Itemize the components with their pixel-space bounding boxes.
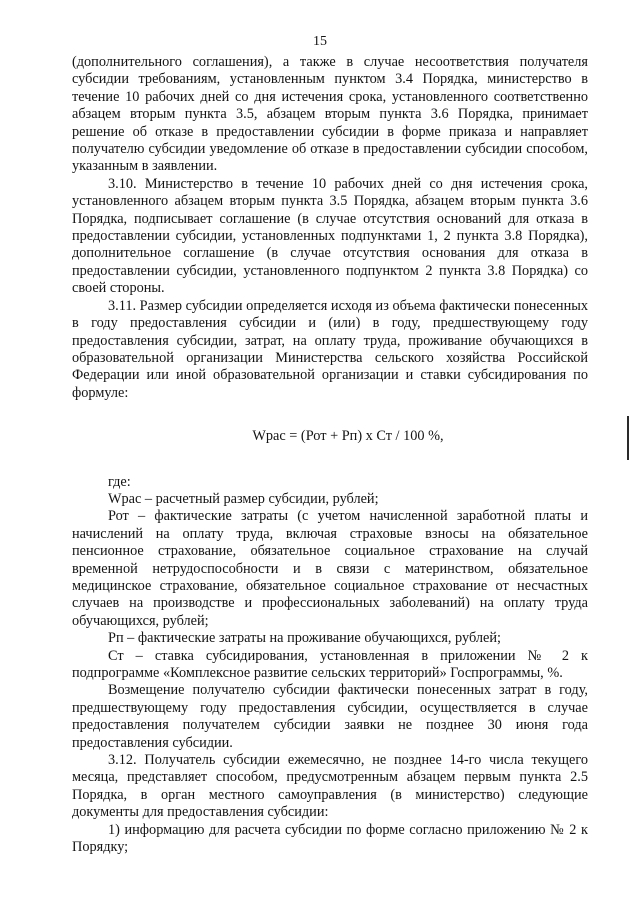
formula: Wрас = (Рот + Рп) х Ст / 100 %, (252, 428, 444, 445)
definition-wras: Wрас – расчетный размер субсидии, рублей; (108, 490, 379, 507)
scan-edge-mark (627, 416, 629, 460)
definition-st: Ст – ставка субсидирования, установленная в приложении № 2 к подпрограмме «Комплексное развитие сельских территорий» Госпрограммы, %. (72, 647, 588, 681)
paragraph-3-12: 3.12. Получатель субсидии ежемесячно, не позднее 14-го числа текущего месяца, представляет способом, предусмотренным абзацем первым пункта 2.5 Порядка, в орган местного самоуправления (в министерство) следующие документы для предоставления субсидии: (72, 752, 588, 821)
paragraph-continuation: (дополнительного соглашения), а также в случае несоответствия получателя субсидии требованиям, установленным пунктом 3.4 Порядка, министерство в течение 10 рабочих дней со дня истечения срока, установленного соответственно абзацем вторым пункта 3.5, абзацем вторым пункта 3.6 Порядка, принимает решение об отказе в предоставлении субсидии в форме приказа и направляет получателю субсидии уведомление об отказе в предоставлении субсидии способом, указанным в заявлении. (72, 54, 588, 175)
where-label: где: (108, 473, 131, 490)
page-number: 15 (313, 34, 327, 49)
paragraph-3-10: 3.10. Министерство в течение 10 рабочих дней со дня истечения срока, установленного абзацем вторым пункта 3.5 Порядка, абзацем вторым пункта 3.6 Порядка, подписывает соглашение (в случае отсутствия оснований для отказа в предоставлении субсидии, установленных подпунктами 1, 2 пункта 3.8 Порядка), дополнительное соглашение (в случае отсутствия основания для отказа в предоставлении субсидии, установленного подпунктом 2 пункта 3.8 Порядка) со своей стороны. (72, 175, 588, 297)
paragraph-3-11: 3.11. Размер субсидии определяется исходя из объема фактически понесенных в году предоставления субсидии и (или) в году, предшествующему году предоставления субсидии, затрат, на оплату труда, проживание обучающихся в образовательной организации Министерства сельского хозяйства Российской Федерации или иной образовательной организации и ставки субсидирования по формуле: (72, 297, 588, 401)
list-item-1: 1) информацию для расчета субсидии по форме согласно приложению № 2 к Порядку; (72, 821, 588, 856)
document-body (72, 54, 588, 856)
paragraph-reimbursement: Возмещение получателю субсидии фактически понесенных затрат в году, предшествующему году предоставления субсидии, осуществляется в случае предоставления получателем субсидии заявки не позднее 30 июня года предоставления субсидии. (72, 682, 588, 751)
definition-rp: Рп – фактические затраты на проживание обучающихся, рублей; (108, 630, 501, 647)
definition-rot: Рот – фактические затраты (с учетом начисленной заработной платы и начислений на оплату труда, включая страховые взносы на обязательное пенсионное страхование, обязательное социальное страхование на случай временной нетрудоспособности и в связи с материнством, обязательное медицинское страхование, обязательное социальное страхование от несчастных случаев на производстве и профессиональных заболеваний) на оплату труда обучающихся, рублей; (72, 508, 588, 629)
